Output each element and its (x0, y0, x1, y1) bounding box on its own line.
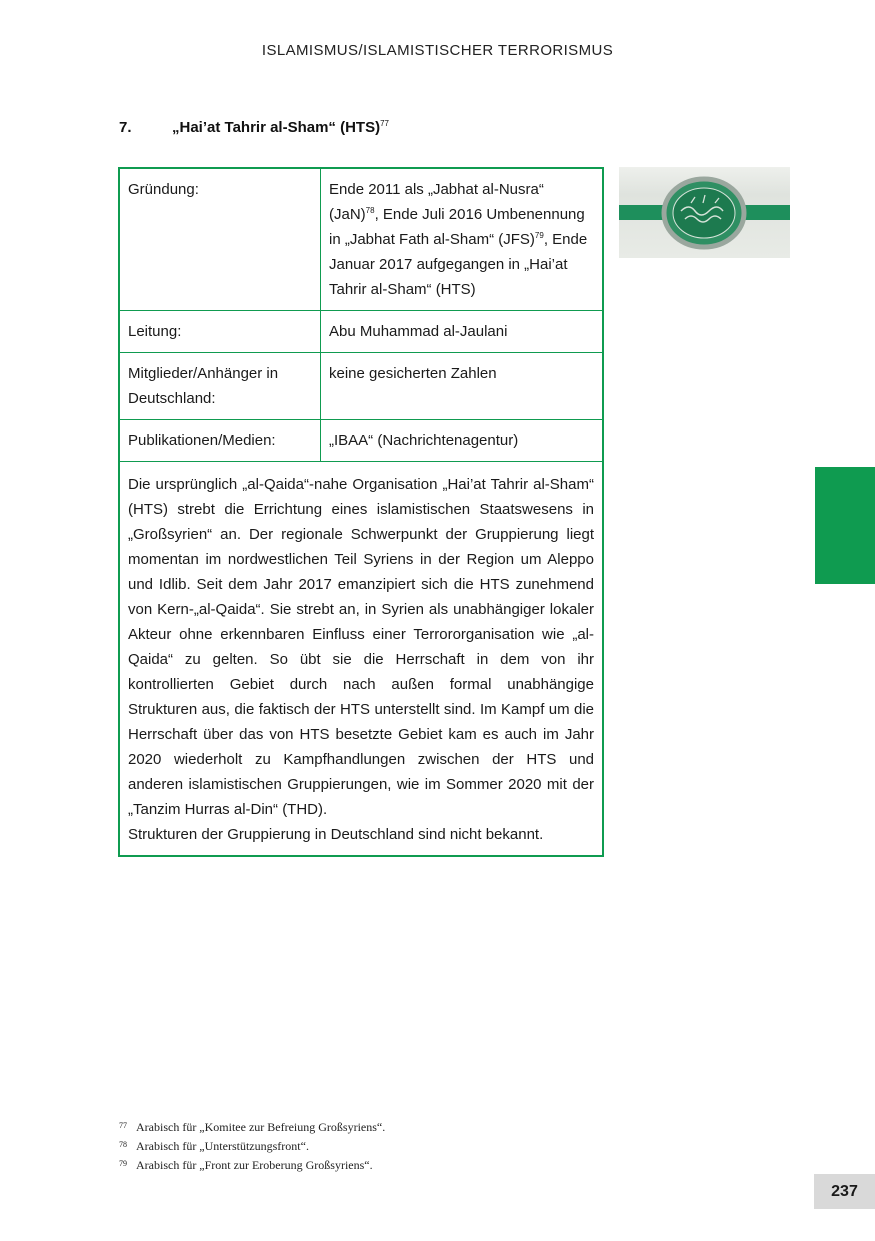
section-heading (119, 119, 389, 136)
members-label: Mitglieder/Anhänger in Deutschland: (120, 353, 321, 420)
footnote-ref-77[interactable]: 77 (380, 119, 389, 128)
description-closing: Strukturen der Gruppierung in Deutschland sind nicht bekannt. (128, 826, 544, 843)
section-number: 7. (119, 119, 132, 136)
running-header: ISLAMISMUS/ISLAMISTISCHER TERRORISMUS (261, 42, 614, 59)
founding-text-2: , Ende Juli 2016 Umbenennung in „Jabhat Fath al-Sham“ (JFS) (329, 206, 585, 248)
founding-label: Gründung: (120, 169, 321, 311)
footnote-78 (119, 1136, 385, 1155)
hts-flag-image (619, 167, 790, 258)
footnote-text: Arabisch für „Komitee zur Befreiung Großsyriens“. (136, 1120, 386, 1134)
members-value: keine gesicherten Zahlen (321, 353, 603, 420)
fact-box (118, 167, 604, 857)
footnote-number: 78 (119, 1140, 127, 1149)
founding-text-1: Ende 2011 als „Jabhat al-Nusra“ (JaN) (329, 181, 544, 223)
fact-table (120, 169, 602, 855)
footnote-77 (119, 1117, 385, 1136)
leadership-value: Abu Muhammad al-Jaulani (321, 311, 603, 353)
section-title: „Hai’at Tahrir al-Sham“ (HTS) (172, 119, 381, 136)
footnote-number: 79 (119, 1159, 127, 1168)
description-paragraph: Die ursprünglich „al-Qaida“-nahe Organisation „Hai’at Tahrir al-Sham“ (HTS) strebt die Errichtung eines islamistischen Staatswesens in „Großsyrien“ an. Der regionale Schwerpunkt der Gruppierung liegt momentan im nordwestlichen Teil Syriens in der Region um Aleppo und Idlib. Seit dem Jahr 2017 emanzipiert sich die HTS zunehmend von Kern-„al-Qaida“. Sie strebt an, in Syrien als unabhängiger lokaler Akteur ohne erkennbaren Einfluss einer Terrororganisation wie „al-Qaida“ zu gelten. So übt sie die Herrschaft in dem von ihr kontrollierten Gebiet durch nach außen formal unabhängige Strukturen aus, die faktisch der HTS unterstellt sind. Im Kampf um die Herrschaft über das von HTS besetzte Gebiet kam es auch im Jahr 2020 wiederholt zu Kampfhandlungen zwischen der HTS und anderen islamistischen Gruppierungen, wie im Sommer 2020 mit der „Tanzim Hurras al-Din“ (THD). (128, 476, 594, 818)
side-tab-marker (815, 467, 875, 584)
fact-row-leadership (120, 311, 602, 353)
footnote-text: Arabisch für „Front zur Eroberung Großsyriens“. (136, 1158, 373, 1172)
leadership-label: Leitung: (120, 311, 321, 353)
footnote-79 (119, 1155, 385, 1174)
page-number: 237 (814, 1174, 875, 1209)
publications-value: „IBAA“ (Nachrichtenagentur) (321, 420, 603, 462)
description-cell (120, 462, 602, 856)
footnote-ref-79[interactable]: 79 (534, 231, 544, 240)
publications-label: Publikationen/Medien: (120, 420, 321, 462)
footnotes (119, 1117, 385, 1174)
founding-value (321, 169, 603, 311)
founding-text-3: , Ende Januar 2017 aufgegangen in „Hai’at Tahrir al-Sham“ (HTS) (329, 231, 588, 298)
fact-row-description (120, 462, 602, 856)
flag-seal-icon (619, 167, 790, 258)
footnote-text: Arabisch für „Unterstützungsfront“. (136, 1139, 309, 1153)
footnote-ref-78[interactable]: 78 (365, 206, 375, 215)
fact-row-publications (120, 420, 602, 462)
footnote-number: 77 (119, 1121, 127, 1130)
fact-row-founding (120, 169, 602, 311)
fact-row-members (120, 353, 602, 420)
